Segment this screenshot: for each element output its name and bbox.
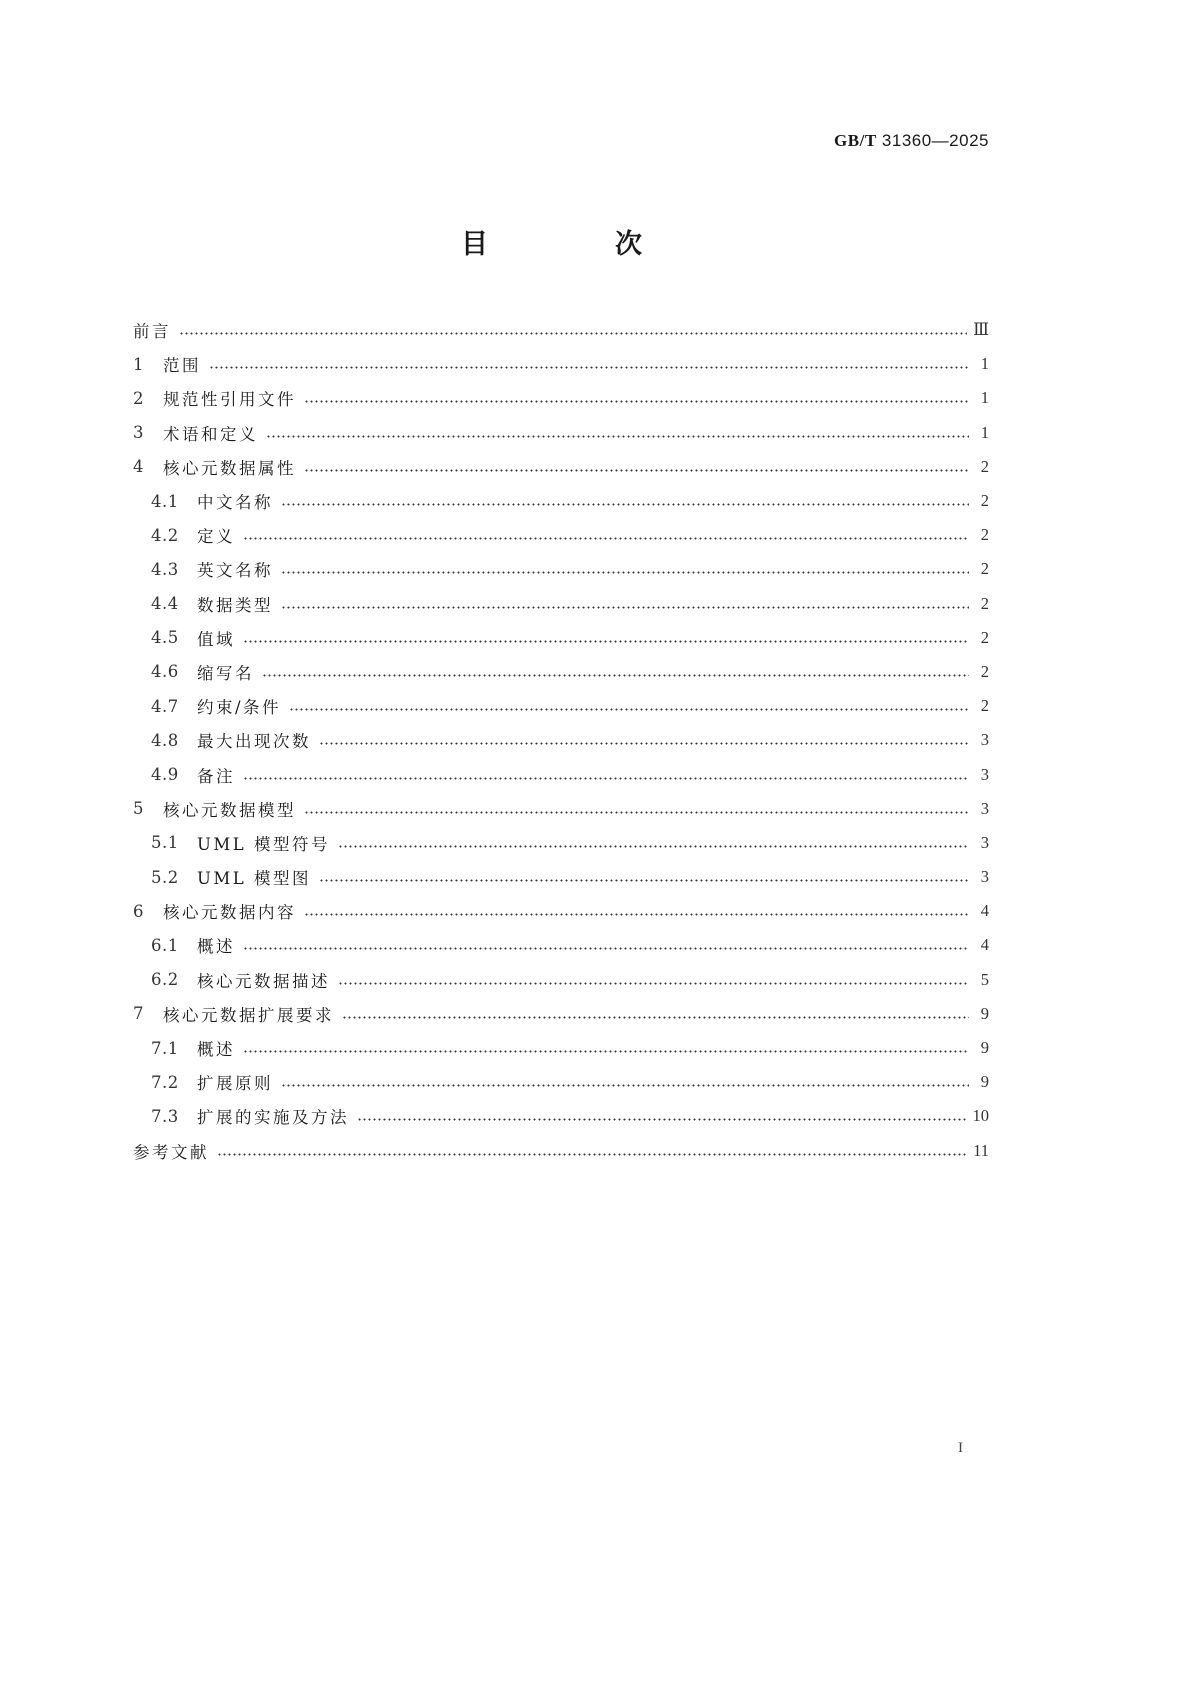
dot-leader (304, 390, 969, 406)
toc-entry-number: 4.1 (151, 491, 179, 511)
toc-entry[interactable] (133, 723, 989, 757)
dot-leader (281, 561, 969, 577)
toc-entry-label: 参考文献 (133, 1142, 209, 1162)
toc-entry-number: 5 (133, 799, 144, 819)
toc-entry-number: 2 (133, 388, 144, 408)
toc-entry-page: 3 (980, 832, 989, 852)
dot-leader (319, 869, 969, 885)
toc-entry-label: 核心元数据扩展要求 (163, 1005, 334, 1025)
toc-entry[interactable] (133, 1065, 989, 1099)
toc-entry-number: 4.5 (151, 628, 179, 648)
toc-entry-number: 7.3 (151, 1106, 179, 1126)
toc-entry-page: 10 (972, 1106, 989, 1126)
toc-entry[interactable] (133, 381, 989, 415)
toc-entry-label: 英文名称 (197, 561, 273, 581)
toc-entry[interactable] (133, 416, 989, 450)
toc-entry-page: 3 (980, 730, 989, 750)
toc-entry[interactable] (133, 484, 989, 518)
dot-leader (281, 596, 969, 612)
dot-leader (243, 630, 969, 646)
toc-entry-number: 7.1 (151, 1038, 179, 1058)
toc-entry-label: 值域 (197, 629, 235, 649)
toc-entry[interactable] (133, 689, 989, 723)
toc-entry-page: 3 (980, 764, 989, 784)
toc-entry-number: 1 (133, 354, 144, 374)
toc-entry-label: 核心元数据模型 (163, 800, 296, 820)
toc-entry-number: 4 (133, 457, 144, 477)
toc-entry[interactable] (133, 963, 989, 997)
toc-entry[interactable] (133, 894, 989, 928)
standard-code-prefix: GB/T (834, 131, 877, 150)
dot-leader (243, 527, 969, 543)
dot-leader (243, 1040, 969, 1056)
toc-entry-number: 7 (133, 1004, 144, 1024)
toc-entry[interactable] (133, 450, 989, 484)
toc-entry[interactable] (133, 552, 989, 586)
toc-entry-page: 4 (980, 901, 989, 921)
toc-entry-page: 1 (980, 422, 989, 442)
toc-entry[interactable] (133, 621, 989, 655)
standard-code (834, 131, 989, 151)
toc-entry-label: UML 模型符号 (197, 834, 331, 854)
toc-entry[interactable] (133, 313, 989, 347)
toc-entry-number: 5.1 (151, 833, 179, 853)
toc-entry-number: 4.4 (151, 594, 179, 614)
toc-entry-label: 中文名称 (197, 493, 273, 513)
dot-leader (243, 767, 969, 783)
dot-leader (304, 903, 969, 919)
toc-entry[interactable] (133, 860, 989, 894)
toc-entry-label: 概述 (197, 937, 235, 957)
toc-entry-page: 2 (980, 627, 989, 647)
toc-entry-label: 核心元数据描述 (197, 971, 330, 991)
dot-leader (243, 937, 969, 953)
toc-entry[interactable] (133, 655, 989, 689)
toc-entry-number: 6.2 (151, 970, 179, 990)
dot-leader (281, 493, 969, 509)
toc-entry-label: 扩展原则 (197, 1074, 273, 1094)
toc-entry-page: 2 (980, 696, 989, 716)
toc-entry-label: 核心元数据内容 (163, 903, 296, 923)
toc-entry-page: 3 (980, 867, 989, 887)
toc-entry-number: 4.9 (151, 765, 179, 785)
toc-entry-number: 4.8 (151, 730, 179, 750)
toc-entry-label: 术语和定义 (163, 424, 258, 444)
toc-entry-number: 7.2 (151, 1072, 179, 1092)
toc-entry[interactable] (133, 757, 989, 791)
toc-entry-label: 备注 (197, 766, 235, 786)
page-title: 目 次 (461, 229, 692, 260)
toc-entry-page: Ⅲ (973, 320, 989, 340)
table-of-contents (133, 313, 989, 1168)
toc-entry-page: 4 (980, 935, 989, 955)
dot-leader (209, 356, 969, 372)
dot-leader (304, 459, 969, 475)
toc-entry-page: 1 (980, 388, 989, 408)
toc-entry-page: 2 (980, 559, 989, 579)
toc-entry-page: 9 (980, 1038, 989, 1058)
toc-entry-number: 6 (133, 901, 144, 921)
toc-entry-page: 2 (980, 525, 989, 545)
dot-leader (281, 1074, 969, 1090)
dot-leader (289, 698, 969, 714)
toc-entry-label: 定义 (197, 527, 235, 547)
dot-leader (262, 664, 969, 680)
standard-code-number: 31360—2025 (881, 131, 989, 150)
toc-entry-label: 范围 (163, 356, 201, 376)
toc-entry-label: 缩写名 (197, 663, 254, 683)
toc-entry[interactable] (133, 587, 989, 621)
dot-leader (266, 425, 969, 441)
toc-entry-page: 9 (980, 1003, 989, 1023)
toc-entry[interactable] (133, 928, 989, 962)
dot-leader (304, 801, 969, 817)
toc-entry[interactable] (133, 997, 989, 1031)
toc-entry-label: 约束/条件 (197, 698, 282, 718)
dot-leader (179, 322, 967, 338)
toc-entry-number: 3 (133, 423, 144, 443)
toc-entry-label: 规范性引用文件 (163, 390, 296, 410)
page-number: I (958, 1440, 963, 1456)
toc-entry-number: 4.7 (151, 696, 179, 716)
toc-entry-label: 最大出现次数 (197, 732, 311, 752)
toc-entry-page: 9 (980, 1072, 989, 1092)
dot-leader (319, 732, 969, 748)
toc-entry-label: 概述 (197, 1040, 235, 1060)
toc-entry-number: 4.6 (151, 662, 179, 682)
toc-entry-label: 数据类型 (197, 595, 273, 615)
dot-leader (342, 1006, 969, 1022)
toc-entry-label: 扩展的实施及方法 (197, 1108, 349, 1128)
dot-leader (357, 1108, 967, 1124)
toc-entry-page: 2 (980, 491, 989, 511)
dot-leader (338, 835, 969, 851)
dot-leader (217, 1143, 967, 1159)
toc-entry-number: 6.1 (151, 935, 179, 955)
toc-entry-page: 2 (980, 456, 989, 476)
toc-entry-page: 2 (980, 593, 989, 613)
toc-entry-label: 前言 (133, 322, 171, 342)
toc-entry-label: UML 模型图 (197, 869, 312, 889)
toc-entry-page: 1 (980, 354, 989, 374)
toc-entry-page: 3 (980, 798, 989, 818)
toc-entry-page: 5 (980, 969, 989, 989)
toc-entry-page: 2 (980, 661, 989, 681)
toc-entry[interactable] (133, 1031, 989, 1065)
toc-entry[interactable] (133, 347, 989, 381)
toc-entry[interactable] (133, 518, 989, 552)
toc-entry[interactable] (133, 1134, 989, 1168)
toc-entry[interactable] (133, 1099, 989, 1133)
toc-entry-number: 4.2 (151, 525, 179, 545)
toc-entry[interactable] (133, 826, 989, 860)
dot-leader (338, 972, 969, 988)
toc-entry[interactable] (133, 792, 989, 826)
toc-entry-number: 5.2 (151, 867, 179, 887)
toc-entry-label: 核心元数据属性 (163, 458, 296, 478)
toc-entry-number: 4.3 (151, 559, 179, 579)
toc-entry-page: 11 (973, 1140, 989, 1160)
